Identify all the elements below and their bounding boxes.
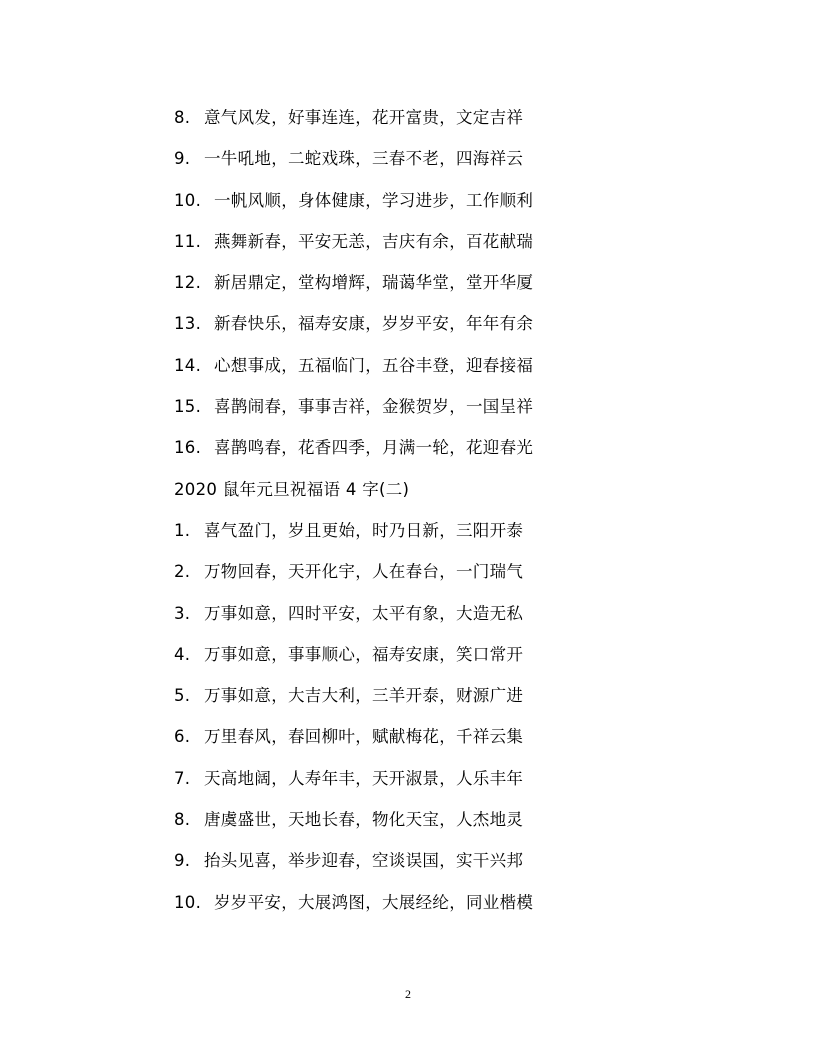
list-item xyxy=(174,641,594,682)
item-text: 喜气盈门，岁且更始，时乃日新，三阳开泰 xyxy=(204,520,524,540)
item-text: 燕舞新春，平安无恙，吉庆有余，百花献瑞 xyxy=(214,231,534,251)
list-item xyxy=(174,352,594,393)
list-item xyxy=(174,187,594,228)
item-text: 万物回春，天开化宇，人在春台，一门瑞气 xyxy=(204,562,524,582)
list-item xyxy=(174,434,594,475)
item-text: 喜鹊闹春，事事吉祥，金猴贺岁，一国呈祥 xyxy=(214,397,534,417)
item-text: 心想事成，五福临门，五谷丰登，迎春接福 xyxy=(214,355,534,375)
item-text: 万事如意，事事顺心，福寿安康，笑口常开 xyxy=(204,644,524,664)
list-item xyxy=(174,806,594,847)
list-item xyxy=(174,269,594,310)
item-number: 10. xyxy=(174,892,202,912)
item-text: 唐虞盛世，天地长春，物化天宝，人杰地灵 xyxy=(204,810,524,830)
item-number: 7. xyxy=(174,768,191,788)
list-item xyxy=(174,517,594,558)
item-number: 12. xyxy=(174,273,202,293)
item-number: 4. xyxy=(174,644,191,664)
item-text: 岁岁平安，大展鸿图，大展经纶，同业楷模 xyxy=(214,892,534,912)
content-lines xyxy=(174,104,594,930)
item-number: 13. xyxy=(174,314,202,334)
item-text: 意气风发，好事连连，花开富贵，文定吉祥 xyxy=(204,108,524,127)
item-number: 1. xyxy=(174,520,191,540)
item-number: 14. xyxy=(174,355,202,375)
item-text: 天高地阔，人寿年丰，天开淑景，人乐丰年 xyxy=(204,768,524,788)
item-number: 16. xyxy=(174,438,202,458)
item-number: 10. xyxy=(174,190,202,210)
item-text: 万里春风，春回柳叶，赋献梅花，千祥云集 xyxy=(204,727,524,747)
item-number: 8. xyxy=(174,810,191,830)
list-item xyxy=(174,104,594,145)
list-item xyxy=(174,310,594,351)
item-text: 一帆风顺，身体健康，学习进步，工作顺利 xyxy=(214,190,534,210)
list-item xyxy=(174,682,594,723)
list-item xyxy=(174,600,594,641)
section-heading: 2020 鼠年元旦祝福语 4 字(二) xyxy=(174,479,410,499)
item-text: 万事如意，四时平安，太平有象，大造无私 xyxy=(204,603,524,623)
list-item xyxy=(174,765,594,806)
item-text: 新春快乐，福寿安康，岁岁平安，年年有余 xyxy=(214,314,534,334)
item-number: 9. xyxy=(174,149,191,169)
page-number: 2 xyxy=(405,987,411,1001)
item-number: 11. xyxy=(174,231,202,251)
list-item xyxy=(174,723,594,764)
item-text: 新居鼎定，堂构增辉，瑞蔼华堂，堂开华厦 xyxy=(214,273,534,293)
item-number: 6. xyxy=(174,727,191,747)
item-text: 万事如意，大吉大利，三羊开泰，财源广进 xyxy=(204,686,524,706)
item-number: 3. xyxy=(174,603,191,623)
item-number: 15. xyxy=(174,397,202,417)
item-number: 9. xyxy=(174,851,191,871)
item-text: 一牛吼地，二蛇戏珠，三春不老，四海祥云 xyxy=(204,149,524,169)
item-number: 2. xyxy=(174,562,191,582)
item-number: 8. xyxy=(174,108,191,127)
list-item xyxy=(174,558,594,599)
list-item xyxy=(174,847,594,888)
list-item xyxy=(174,145,594,186)
item-text: 喜鹊鸣春，花香四季，月满一轮，花迎春光 xyxy=(214,438,534,458)
list-item xyxy=(174,228,594,269)
list-item xyxy=(174,393,594,434)
item-text: 抬头见喜，举步迎春，空谈误国，实干兴邦 xyxy=(204,851,524,871)
list-item xyxy=(174,889,594,930)
item-number: 5. xyxy=(174,686,191,706)
